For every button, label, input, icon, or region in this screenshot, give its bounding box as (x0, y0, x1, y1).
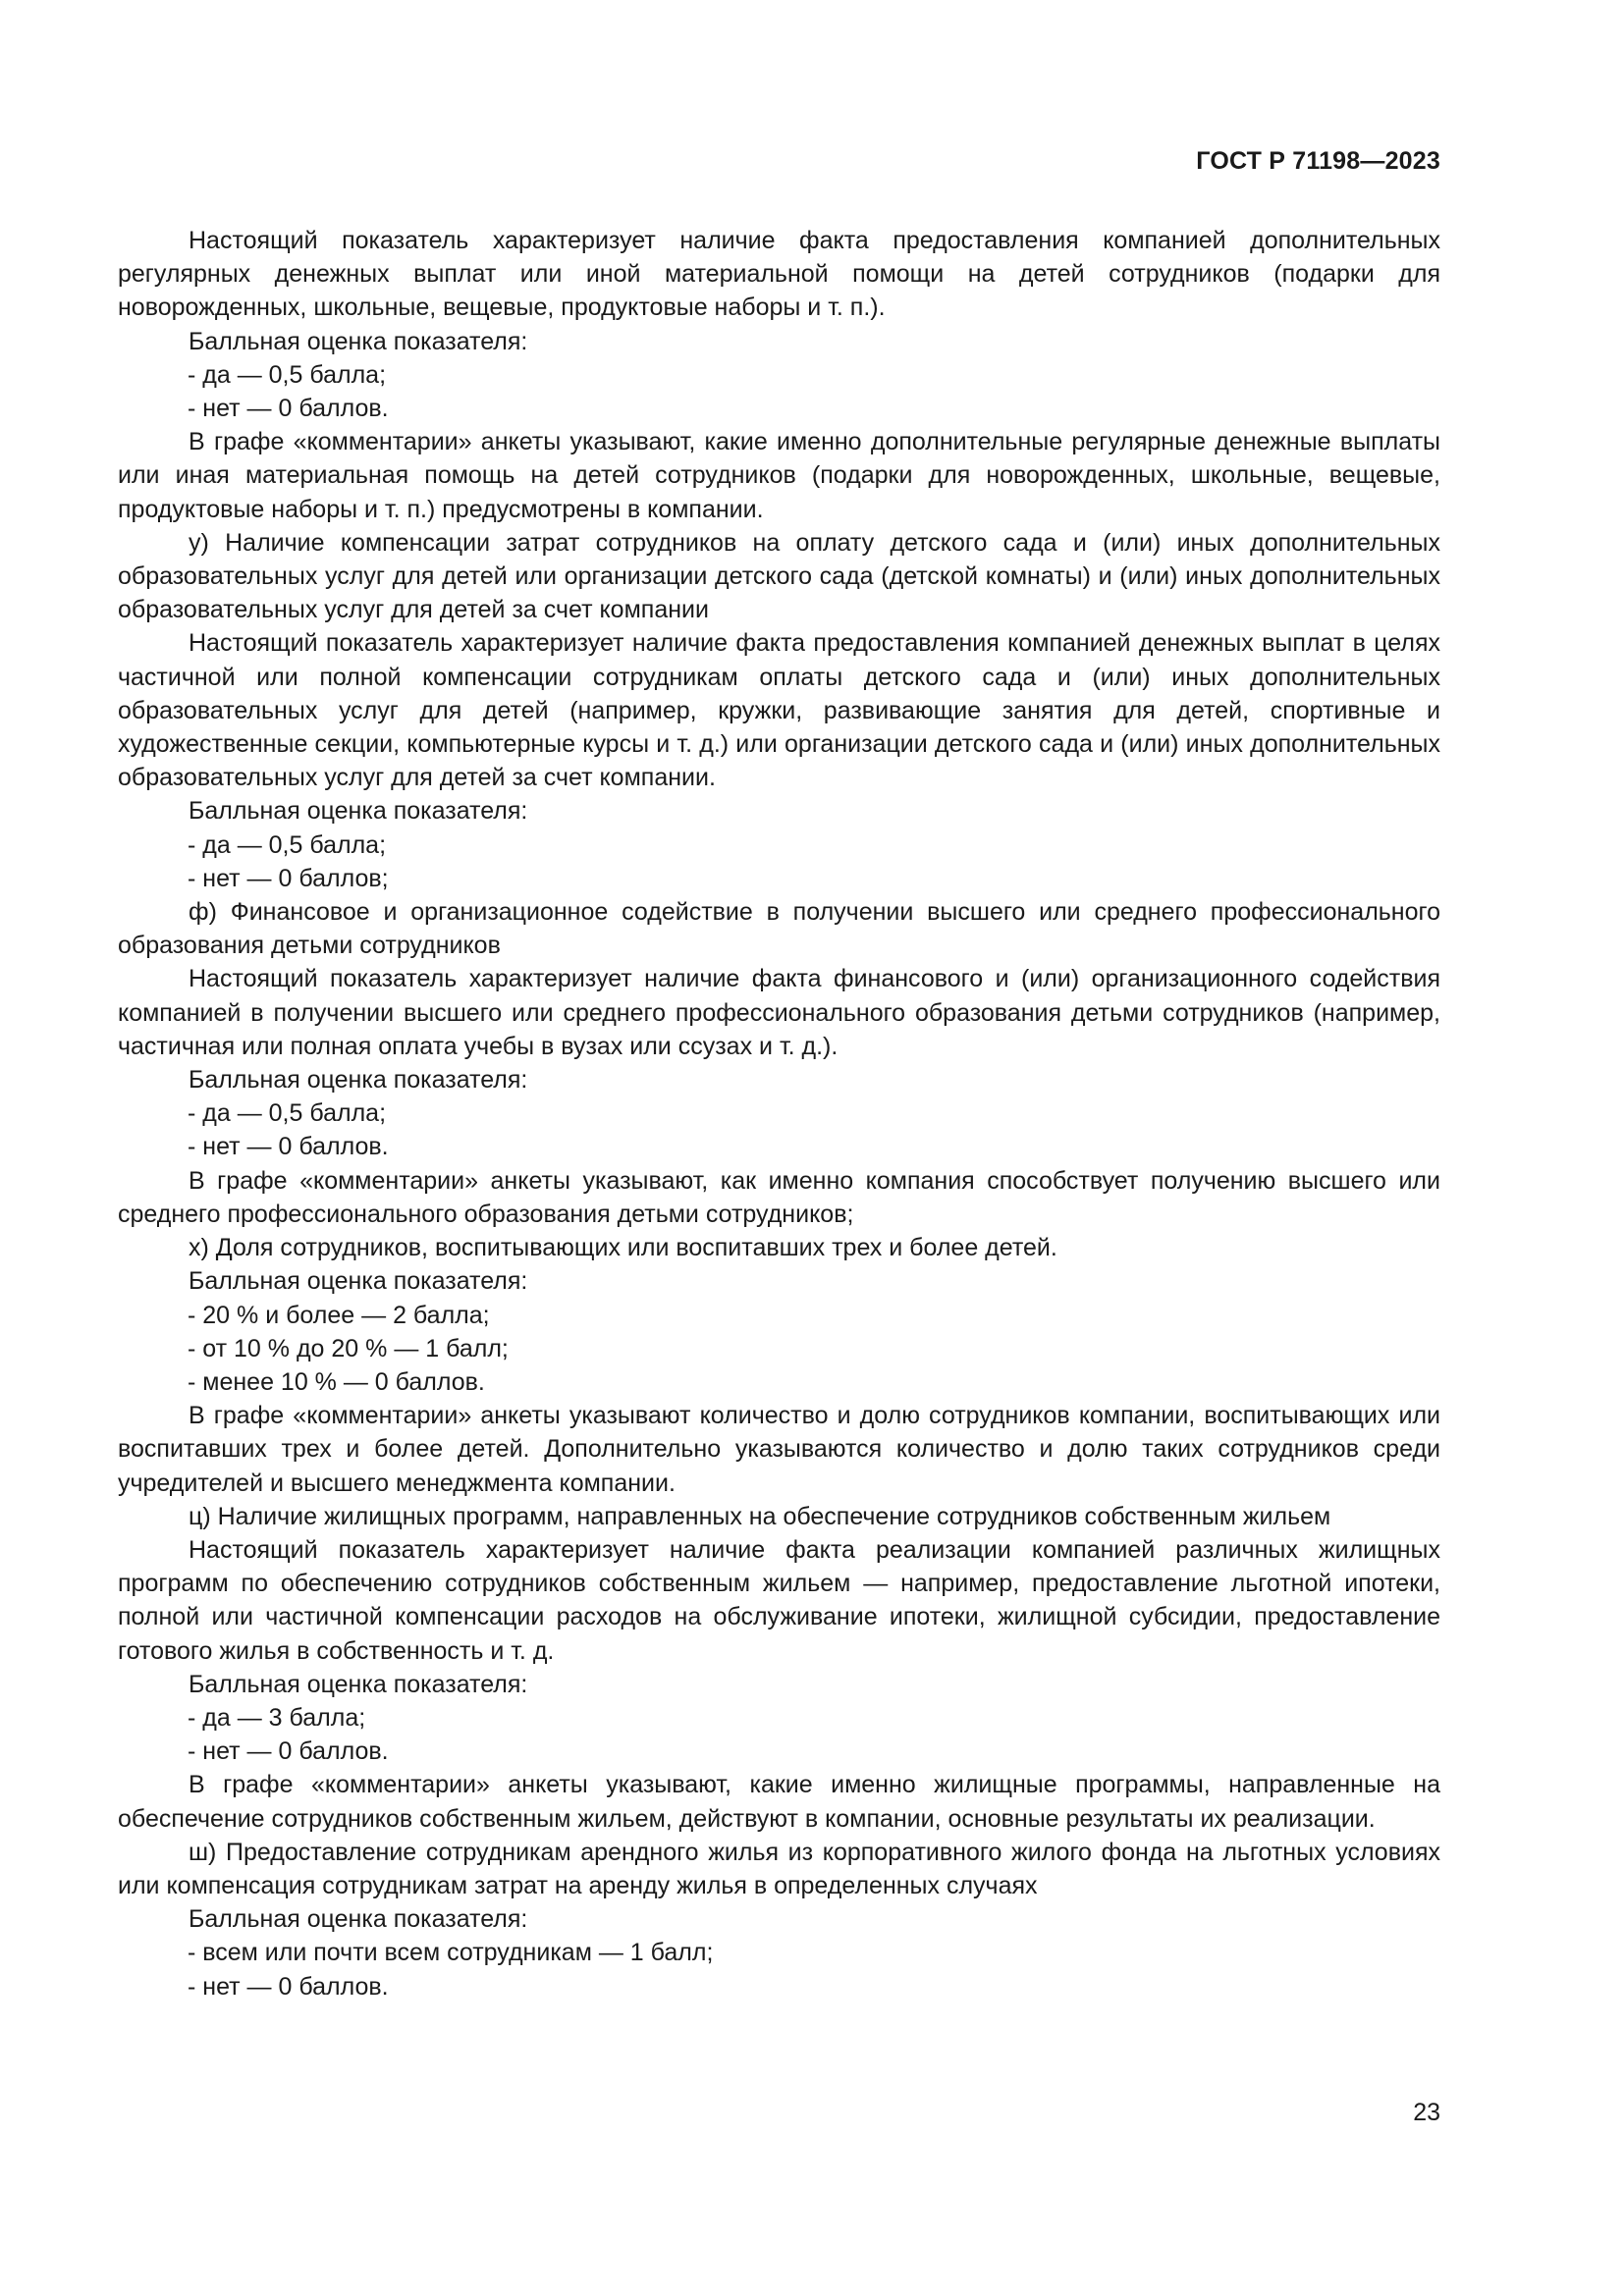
list-item: - нет — 0 баллов. (188, 1737, 389, 1766)
body-paragraph: Балльная оценка показателя: (189, 1267, 528, 1296)
list-item: - нет — 0 баллов. (188, 1133, 389, 1161)
body-paragraph: Балльная оценка показателя: (189, 1905, 528, 1934)
body-paragraph: у) Наличие компенсации затрат сотрудников на оплату детского сада и (или) иных дополнительных образовательных услуг для детей или организации детского сада (детской комнаты) и (или) иных дополнительных образовательных услуг для детей за счет компании (118, 528, 1440, 624)
body-paragraph: Балльная оценка показателя: (189, 797, 528, 826)
body-paragraph: Настоящий показатель характеризует наличие факта финансового и (или) организационного содействия компанией в получении высшего или среднего профессионального образования детьми сотрудников (например, частичная или полная оплата учебы в вузах или ссузах и т. д.). (118, 965, 1440, 1060)
body-paragraph: Настоящий показатель характеризует наличие факта предоставления компанией денежных выплат в целях частичной или полной компенсации сотрудникам оплаты детского сада и (или) иных дополнительных образовательных услуг для детей (например, кружки, развивающие занятия для детей, спортивные и художественные секции, компьютерные курсы и т. д.) или организации детского сада и (или) иных дополнительных образовательных услуг для детей за счет компании. (118, 629, 1440, 792)
page-number: 23 (1413, 2099, 1440, 2126)
body-paragraph: Балльная оценка показателя: (189, 1670, 528, 1698)
list-item: - нет — 0 баллов; (188, 864, 389, 892)
body-paragraph: В графе «комментарии» анкеты указывают количество и долю сотрудников компании, воспитывающих или воспитавших трех и более детей. Дополнительно указываются количество и долю таких сотрудников среди учредителей и высшего менеджмента компании. (118, 1402, 1440, 1497)
body-paragraph: В графе «комментарии» анкеты указывают, какие именно дополнительные регулярные денежные выплаты или иная материальная помощь на детей сотрудников (подарки для новорожденных, школьные, вещевые, продуктовые наборы и т. п.) предусмотрены в компании. (118, 428, 1440, 523)
list-item: - да — 0,5 балла; (188, 360, 387, 389)
list-item: - да — 0,5 балла; (188, 1099, 387, 1128)
list-item: - да — 3 балла; (188, 1703, 366, 1732)
body-paragraph: Балльная оценка показателя: (189, 327, 528, 355)
body-paragraph: х) Доля сотрудников, воспитывающих или воспитавших трех и более детей. (189, 1234, 1057, 1262)
list-item: - от 10 % до 20 % — 1 балл; (188, 1334, 509, 1362)
list-item: - 20 % и более — 2 балла; (188, 1301, 490, 1329)
list-item: - нет — 0 баллов. (188, 395, 389, 423)
body-paragraph: Балльная оценка показателя: (189, 1066, 528, 1095)
body-paragraph: В графе «комментарии» анкеты указывают, как именно компания способствует получению высшего или среднего профессионального образования детьми сотрудников; (118, 1166, 1440, 1228)
body-paragraph: ш) Предоставление сотрудникам арендного жилья из корпоративного жилого фонда на льготных условиях или компенсация сотрудникам затрат на аренду жилья в определенных случаях (118, 1838, 1440, 1899)
list-item: - нет — 0 баллов. (188, 1972, 389, 2001)
body-paragraph: В графе «комментарии» анкеты указывают, какие именно жилищные программы, направленные на обеспечение сотрудников собственным жильем, действуют в компании, основные результаты их реализации. (118, 1771, 1440, 1833)
list-item: - всем или почти всем сотрудникам — 1 балл; (188, 1939, 714, 1967)
list-item: - менее 10 % — 0 баллов. (188, 1367, 485, 1396)
body-paragraph: ф) Финансовое и организационное содействие в получении высшего или среднего профессионального образования детьми сотрудников (118, 898, 1440, 960)
body-paragraph: ц) Наличие жилищных программ, направленных на обеспечение сотрудников собственным жильем (189, 1502, 1331, 1530)
document-body (118, 224, 1440, 2003)
body-paragraph: Настоящий показатель характеризует наличие факта реализации компанией различных жилищных программ по обеспечению сотрудников собственным жильем — например, предоставление льготной ипотеки, полной или частичной компенсации расходов на обслуживание ипотеки, жилищной субсидии, предоставление готового жилья в собственность и т. д. (118, 1535, 1440, 1665)
body-paragraph: Настоящий показатель характеризует наличие факта предоставления компанией дополнительных регулярных денежных выплат или иной материальной помощи на детей сотрудников (подарки для новорожденных, школьные, вещевые, продуктовые наборы и т. п.). (118, 227, 1440, 322)
list-item: - да — 0,5 балла; (188, 830, 387, 859)
document-header-id: ГОСТ Р 71198—2023 (1196, 147, 1440, 175)
